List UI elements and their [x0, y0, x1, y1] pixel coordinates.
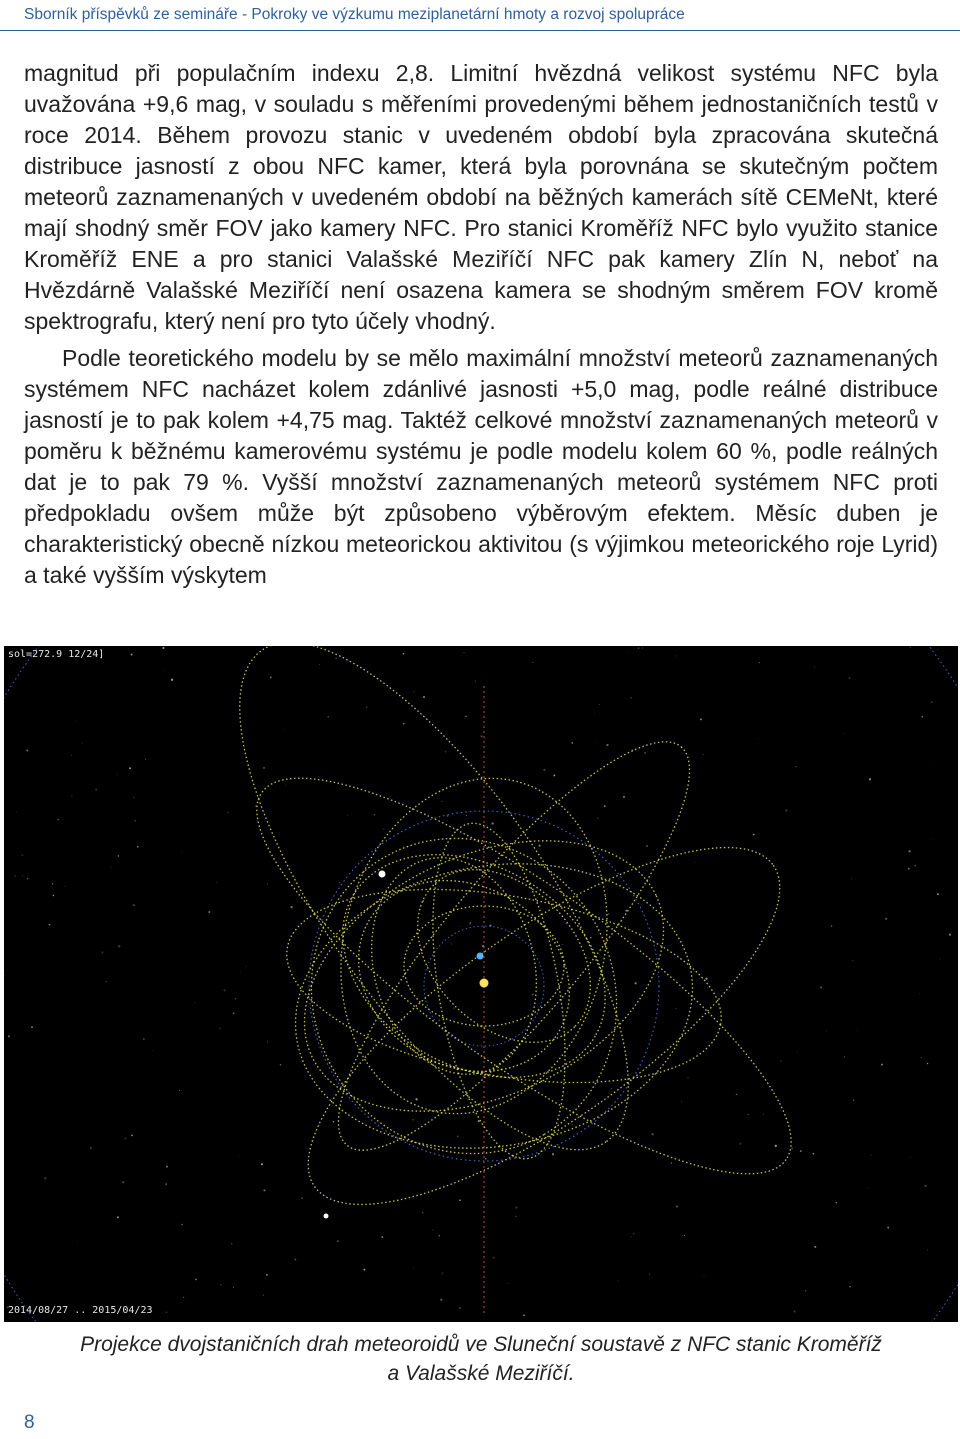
- star: [780, 1060, 782, 1062]
- star: [881, 1064, 883, 1066]
- caption-line-1: Projekce dvojstaničních drah meteoroidů ve Sluneční soustavě z NFC stanic Kroměříž: [80, 1333, 882, 1356]
- star: [233, 1012, 235, 1014]
- star: [949, 934, 951, 936]
- star: [933, 766, 934, 767]
- star: [921, 716, 922, 717]
- star: [267, 1041, 268, 1042]
- star: [117, 774, 118, 775]
- star: [414, 691, 415, 692]
- star: [16, 811, 17, 812]
- star: [586, 905, 587, 906]
- star: [851, 878, 852, 879]
- star: [908, 868, 910, 870]
- star: [223, 989, 225, 991]
- star: [705, 977, 707, 979]
- star: [235, 998, 237, 1000]
- star: [459, 1199, 461, 1201]
- star: [849, 677, 851, 679]
- star: [166, 1166, 168, 1168]
- star: [700, 718, 702, 720]
- header-rule: [0, 30, 960, 31]
- star: [501, 797, 502, 798]
- star: [493, 1257, 495, 1259]
- star: [383, 828, 385, 830]
- star: [290, 906, 292, 908]
- meteoroid-orbit: [304, 748, 643, 1144]
- star: [909, 850, 911, 852]
- star: [280, 1064, 282, 1066]
- star: [623, 796, 625, 798]
- star: [836, 1202, 837, 1203]
- star: [566, 923, 567, 924]
- star: [936, 1310, 937, 1311]
- star: [366, 706, 368, 708]
- star: [233, 1287, 234, 1288]
- figure-label-date-range: 2014/08/27 .. 2015/04/23: [8, 1305, 153, 1316]
- star: [433, 1229, 434, 1230]
- meteoroid-orbit: [410, 813, 587, 1169]
- star: [165, 1183, 167, 1185]
- star: [940, 958, 941, 959]
- star: [464, 652, 465, 653]
- star: [363, 1269, 365, 1271]
- star: [633, 1233, 634, 1234]
- star: [571, 742, 573, 744]
- star: [492, 822, 494, 824]
- star: [606, 744, 608, 746]
- star: [57, 819, 59, 821]
- star: [90, 1147, 92, 1149]
- paragraph-2: Podle teoretického modelu by se mělo maximální množství meteorů zaznamenaných systémem NFC nacházet kolem zdánlivé jasnosti +5,0 mag, podle reálné distribuce jasností je to pak kolem +4,75 mag. Taktéž celkové množství zaznamenaných meteorů v poměru k běžnému kamerovému systému je podle modelu kolem 60 %, podle reálných dat je to pak 79 %. Vyšší množství zaznamenaných meteorů systémem NFC proti předpokladu ovšem může být způsobeno výběrovým efektem. Měsíc duben je charakteristický obecně nízkou meteorickou aktivitou (s výjimkou meteorického roje Lyrid) a také vyšším výskytem: [24, 345, 938, 588]
- star: [515, 834, 516, 835]
- star: [267, 884, 268, 885]
- star: [22, 875, 23, 876]
- star: [539, 845, 541, 847]
- star: [117, 1216, 119, 1218]
- star: [319, 664, 320, 665]
- star: [475, 681, 476, 682]
- star: [481, 735, 483, 737]
- star: [333, 1072, 334, 1073]
- star: [814, 667, 815, 668]
- star: [438, 1019, 440, 1021]
- star: [71, 755, 72, 756]
- meteoroid-orbit: [260, 788, 828, 1265]
- star: [438, 1235, 440, 1237]
- star: [931, 701, 933, 703]
- star: [145, 759, 146, 760]
- star: [194, 1002, 195, 1003]
- star: [401, 1012, 402, 1013]
- star: [301, 1197, 302, 1198]
- star: [441, 801, 442, 802]
- star: [171, 679, 173, 681]
- star: [286, 785, 287, 786]
- star: [532, 662, 533, 663]
- meteoroid-orbit: [384, 836, 624, 1076]
- star: [457, 1136, 458, 1137]
- star: [263, 1189, 265, 1191]
- star: [327, 716, 329, 718]
- star: [133, 904, 135, 906]
- sun-marker: [480, 979, 489, 988]
- star: [642, 648, 643, 649]
- star: [76, 720, 77, 721]
- star: [26, 749, 28, 751]
- star: [216, 882, 217, 883]
- star: [183, 1297, 184, 1298]
- star: [53, 895, 54, 896]
- star: [270, 676, 272, 678]
- star: [162, 647, 164, 649]
- star: [938, 649, 939, 650]
- star: [4, 975, 5, 976]
- earth-marker: [477, 953, 484, 960]
- star: [195, 1279, 197, 1281]
- star: [339, 882, 340, 883]
- star: [695, 862, 696, 863]
- star: [758, 738, 759, 739]
- star: [758, 662, 759, 663]
- star: [166, 1312, 167, 1313]
- star: [671, 1162, 672, 1163]
- bright-object: [379, 871, 386, 878]
- star: [611, 1088, 612, 1089]
- star: [599, 704, 600, 705]
- star: [844, 733, 845, 734]
- star: [703, 754, 704, 755]
- star: [295, 1259, 297, 1261]
- star: [111, 867, 112, 868]
- star: [52, 883, 53, 884]
- star: [413, 1268, 414, 1269]
- star: [333, 1121, 335, 1123]
- meteoroid-orbit: [273, 833, 716, 1178]
- meteoroid-orbit: [303, 809, 645, 1122]
- star: [440, 1299, 442, 1301]
- star: [285, 1321, 286, 1322]
- figure-caption: [24, 1330, 938, 1388]
- star: [687, 1078, 688, 1079]
- star: [181, 1224, 183, 1226]
- star: [426, 988, 427, 989]
- star: [8, 1035, 10, 1037]
- star: [179, 1090, 180, 1091]
- star: [887, 1227, 889, 1229]
- star: [578, 917, 580, 919]
- star: [769, 924, 770, 925]
- star: [552, 1153, 554, 1155]
- star: [853, 1100, 854, 1101]
- star: [383, 838, 384, 839]
- star: [523, 1314, 525, 1316]
- star: [246, 966, 247, 967]
- star: [630, 697, 632, 699]
- star: [681, 1101, 682, 1102]
- star: [219, 1027, 221, 1029]
- star: [283, 729, 284, 730]
- star: [181, 851, 182, 852]
- star: [638, 647, 639, 648]
- star: [65, 886, 66, 887]
- meteoroid-orbit: [324, 843, 605, 1109]
- star: [532, 994, 534, 996]
- star: [812, 1153, 814, 1155]
- star: [763, 1114, 764, 1115]
- star: [869, 778, 871, 780]
- star: [239, 1156, 240, 1157]
- star: [646, 845, 648, 847]
- star: [921, 1057, 922, 1058]
- star: [820, 986, 822, 988]
- star: [805, 1290, 806, 1291]
- star: [22, 855, 24, 857]
- star: [604, 805, 606, 807]
- star: [919, 993, 920, 994]
- star: [263, 767, 265, 769]
- star: [740, 1143, 742, 1145]
- star: [849, 1286, 850, 1287]
- star: [460, 926, 461, 927]
- star: [844, 1056, 845, 1057]
- star: [543, 769, 545, 771]
- star: [618, 1281, 619, 1282]
- star: [628, 651, 629, 652]
- star: [258, 1292, 259, 1293]
- star: [651, 1133, 653, 1135]
- star: [337, 1240, 339, 1242]
- star: [625, 910, 627, 912]
- star: [826, 1030, 827, 1031]
- star: [631, 1236, 632, 1237]
- star: [704, 1275, 705, 1276]
- star: [95, 788, 97, 790]
- star: [831, 925, 832, 926]
- star: [814, 1246, 816, 1248]
- star: [81, 743, 82, 744]
- star: [134, 820, 136, 822]
- star: [445, 751, 446, 752]
- star: [44, 1177, 46, 1179]
- star: [423, 696, 425, 698]
- star: [143, 1038, 145, 1040]
- star: [389, 1009, 390, 1010]
- star: [590, 937, 591, 938]
- page-number: 8: [24, 1412, 35, 1433]
- star: [597, 817, 598, 818]
- star: [507, 931, 508, 932]
- star: [118, 945, 120, 947]
- star: [794, 1311, 796, 1313]
- star: [800, 1150, 802, 1152]
- star: [347, 815, 348, 816]
- star: [374, 814, 375, 815]
- star: [791, 1148, 793, 1150]
- star: [118, 855, 119, 856]
- star: [381, 1236, 383, 1238]
- star: [415, 1098, 417, 1100]
- star: [736, 1094, 738, 1096]
- star: [910, 647, 911, 648]
- star: [459, 1307, 461, 1309]
- star: [442, 1273, 444, 1275]
- star: [106, 981, 107, 982]
- star: [676, 1008, 677, 1009]
- star: [133, 797, 134, 798]
- star: [885, 918, 887, 920]
- star: [775, 1145, 777, 1147]
- star: [927, 1063, 928, 1064]
- star: [390, 796, 391, 797]
- star: [748, 1114, 749, 1115]
- star: [927, 1249, 928, 1250]
- star: [227, 812, 228, 813]
- star: [478, 1120, 480, 1122]
- orbit-projection-figure: [4, 646, 958, 1322]
- star: [71, 795, 72, 796]
- star: [857, 1030, 858, 1031]
- star: [402, 653, 404, 655]
- star: [336, 658, 337, 659]
- star: [795, 766, 796, 767]
- star: [684, 1235, 685, 1236]
- star: [453, 1007, 455, 1009]
- star: [553, 774, 555, 776]
- star: [266, 1274, 268, 1276]
- meteoroid-orbit: [272, 859, 737, 1113]
- star: [152, 1050, 153, 1051]
- meteoroid-orbit: [348, 839, 559, 1093]
- star: [263, 1295, 264, 1296]
- star: [785, 809, 787, 811]
- star: [676, 1205, 678, 1207]
- star: [595, 742, 596, 743]
- star: [316, 991, 317, 992]
- star: [240, 972, 241, 973]
- orbit-projection-canvas: [4, 646, 958, 1322]
- star: [562, 944, 563, 945]
- meteoroid-orbit: [254, 782, 674, 1209]
- star: [796, 1052, 797, 1053]
- star: [220, 1284, 221, 1285]
- star: [915, 865, 916, 866]
- star: [852, 960, 853, 961]
- star: [605, 896, 606, 897]
- figure-label-solar-longitude: sol=272.9 12/24]: [8, 649, 105, 660]
- star: [515, 1216, 516, 1217]
- star: [515, 1207, 517, 1209]
- star: [451, 943, 452, 944]
- star: [129, 767, 131, 769]
- caption-line-2: a Valašské Meziříčí.: [387, 1362, 575, 1385]
- bright-object: [324, 1214, 329, 1219]
- star: [466, 815, 467, 816]
- star: [607, 913, 609, 915]
- star: [122, 1181, 124, 1183]
- star: [753, 834, 755, 836]
- star: [644, 752, 646, 754]
- paragraph-1: magnitud při populačním indexu 2,8. Limitní hvězdná velikost systému NFC byla uvažována +9,6 mag, v souladu s měřeními provedenými během jednostaničních testů v roce 2014. Během provozu stanic v uvedeném období byla zpracována skutečná distribuce jasností z obou NFC kamer, která byla porovnána se skutečným počtem meteorů zaznamenaných v uvedeném období na běžných kamerách sítě CEMeNt, které mají shodný směr FOV jako kamery NFC. Pro stanici Kroměříž NFC bylo využito stanice Kroměříž ENE a pro stanici Valašské Meziříčí NFC pak kamery Zlín N, neboť na Hvězdárně Valašské Meziříčí není osazena kamera se shodným směrem FOV kromě spektrografu, který není pro tyto účely vhodný.: [24, 60, 938, 334]
- star: [571, 1124, 573, 1126]
- star: [470, 922, 471, 923]
- star: [937, 893, 939, 895]
- star: [931, 839, 932, 840]
- star: [124, 1137, 126, 1139]
- star: [31, 1026, 33, 1028]
- star: [507, 1283, 508, 1284]
- star: [595, 713, 596, 714]
- star: [426, 1017, 427, 1018]
- star: [868, 1187, 869, 1188]
- star: [208, 911, 210, 913]
- star: [231, 1243, 232, 1244]
- star: [102, 952, 104, 954]
- star: [676, 655, 677, 656]
- star: [137, 846, 139, 848]
- star: [534, 1029, 535, 1030]
- star: [27, 878, 29, 880]
- star: [165, 671, 166, 672]
- star: [49, 924, 51, 926]
- star: [403, 723, 405, 725]
- star: [910, 1157, 911, 1158]
- star: [649, 1274, 650, 1275]
- star: [465, 716, 466, 717]
- star: [871, 1155, 872, 1156]
- star: [924, 1185, 926, 1187]
- star: [14, 875, 16, 877]
- star: [634, 982, 636, 984]
- star: [131, 654, 133, 656]
- star: [472, 1025, 473, 1026]
- star: [422, 1212, 423, 1213]
- star: [77, 1241, 78, 1242]
- star: [261, 1163, 263, 1165]
- star: [412, 1119, 414, 1121]
- star: [131, 1135, 133, 1137]
- running-title: Sborník příspěvků ze semináře - Pokroky ve výzkumu meziplanetární hmoty a rozvoj spolupráce: [24, 6, 685, 23]
- body-text: [24, 58, 938, 591]
- star: [485, 1158, 487, 1160]
